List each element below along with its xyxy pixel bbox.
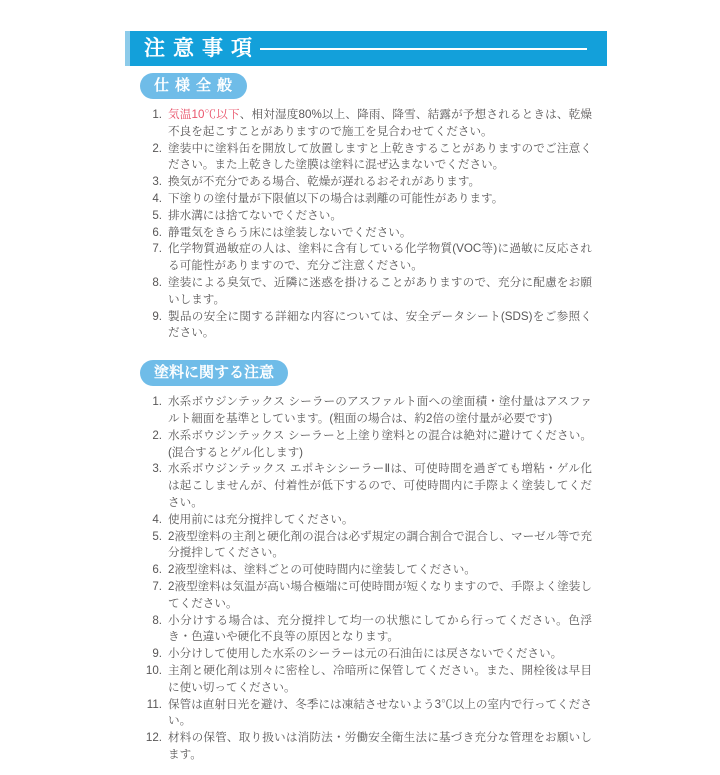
list-item [140, 208, 592, 225]
item-text [168, 529, 592, 563]
header-rule [260, 48, 587, 50]
item-text [168, 208, 592, 225]
item-number: 7. [152, 242, 162, 256]
item-text [168, 697, 592, 731]
item-text [168, 512, 592, 529]
item-text [168, 107, 592, 141]
list-item [140, 107, 592, 141]
item-text [168, 461, 592, 511]
list-item [140, 646, 592, 663]
item-text-body: 、相対湿度80%以上、降雨、降雪、結露が予想されるときは、乾燥不良を起こすことがありますので施工を見合わせてください。 [168, 108, 592, 138]
item-text [168, 562, 592, 579]
item-text [168, 646, 592, 663]
item-text-body: 2液型塗料は、塗料ごとの可使時間内に塗装してください。 [168, 563, 476, 577]
item-number: 6. [152, 225, 162, 239]
item-text [168, 225, 592, 242]
list-item [140, 663, 592, 697]
item-text [168, 275, 592, 309]
item-text [168, 141, 592, 175]
item-text [168, 191, 592, 208]
item-number: 2. [152, 141, 162, 155]
item-text [168, 663, 592, 697]
item-number: 5. [152, 529, 162, 543]
list-item [140, 613, 592, 647]
item-number: 10. [145, 663, 162, 677]
item-number: 9. [152, 309, 162, 323]
item-number: 6. [152, 563, 162, 577]
item-number: 5. [152, 208, 162, 222]
list-item [140, 697, 592, 731]
numbered-list [140, 394, 592, 764]
item-text-body: 2液型塗料の主剤と硬化剤の混合は必ず規定の調合割合で混合し、マーゼル等で充分撹拌してください。 [168, 529, 592, 560]
item-text-body: 保管は直射日光を避け、冬季には凍結させないよう3℃以上の室内で行ってください。 [168, 697, 592, 728]
item-text [168, 730, 592, 764]
item-text-body: 材料の保管、取り扱いは消防法・労働安全衛生法に基づき充分な管理をお願いします。 [168, 731, 592, 761]
section-heading: 仕様全般 [140, 73, 247, 99]
item-number: 9. [152, 647, 162, 661]
list-item [140, 562, 592, 579]
item-text-body: 下塗りの塗付量が下限値以下の場合は剥離の可能性があります。 [168, 191, 504, 205]
list-item [140, 191, 592, 208]
list-item [140, 579, 592, 613]
item-number: 3. [152, 462, 162, 476]
list-item [140, 275, 592, 309]
numbered-list [140, 107, 592, 342]
list-item [140, 141, 592, 175]
item-text-body: 製品の安全に関する詳細な内容については、安全データシート(SDS)をご参照ください。 [168, 309, 592, 340]
item-number: 11. [146, 697, 162, 711]
item-number: 4. [152, 512, 162, 526]
list-item [140, 174, 592, 191]
item-text [168, 579, 592, 613]
item-text-body: 小分けして使用した水系のシーラーは元の石油缶には戻さないでください。 [168, 647, 563, 661]
item-number: 8. [152, 275, 162, 289]
section-heading: 塗料に関する注意 [140, 360, 288, 386]
section-header-bar [125, 31, 607, 66]
page-title: 注意事項 [144, 37, 260, 60]
item-text [168, 241, 592, 275]
item-text [168, 309, 592, 343]
list-item [140, 461, 592, 511]
item-text-body: 排水溝には捨てないでください。 [168, 208, 342, 222]
item-text-body: 使用前には充分撹拌してください。 [168, 512, 354, 526]
list-item [140, 529, 592, 563]
item-number: 8. [152, 613, 162, 627]
item-number: 3. [152, 175, 162, 189]
item-number: 4. [152, 191, 162, 205]
item-number: 7. [152, 579, 162, 593]
item-text [168, 394, 592, 428]
document-content [140, 73, 592, 764]
item-text-body: 化学物質過敏症の人は、塗料に含有している化学物質(VOC等)に過敏に反応される可能性がありますので、充分ご注意ください。 [168, 242, 592, 273]
item-text-body: 水系ボウジンテックス シーラーと上塗り塗料との混合は絶対に避けてください。(混合するとゲル化します) [168, 428, 592, 459]
item-text-body: 水系ボウジンテックス シーラーのアスファルト面への塗面積・塗付量はアスファルト細面を基準としています。(粗面の場合は、約2倍の塗付量が必要です) [168, 395, 592, 425]
list-item [140, 730, 592, 764]
list-item [140, 512, 592, 529]
item-number: 1. [152, 395, 162, 409]
item-text-body: 主剤と硬化剤は別々に密栓し、冷暗所に保管してください。また、開栓後は早目に使い切ってください。 [168, 663, 592, 694]
item-text [168, 428, 592, 462]
item-text-body: 静電気をきらう床には塗装しないでください。 [168, 225, 412, 239]
list-item [140, 225, 592, 242]
highlight-text: 気温10℃以下 [168, 108, 240, 121]
item-text-body: 小分けする場合は、充分撹拌して均一の状態にしてから行ってください。色浮き・色違いや硬化不良等の原因となります。 [168, 613, 592, 644]
item-text-body: 水系ボウジンテックス エポキシシーラーⅡは、可使時間を過ぎても増粘・ゲル化は起こしませんが、付着性が低下するので、可使時間内に手際よく塗装してください。 [168, 462, 592, 509]
item-text-body: 塗装中に塗料缶を開放して放置しますと上乾きすることがありますのでご注意ください。また上乾きした塗膜は塗料に混ぜ込まないでください。 [168, 141, 592, 172]
item-number: 1. [152, 108, 162, 121]
list-item [140, 241, 592, 275]
list-item [140, 394, 592, 428]
list-item [140, 309, 592, 343]
list-item [140, 428, 592, 462]
item-text [168, 174, 592, 191]
item-number: 2. [152, 428, 162, 442]
item-text-body: 塗装による臭気で、近隣に迷惑を掛けることがありますので、充分に配慮をお願いします。 [168, 275, 592, 306]
item-text-body: 換気が不充分である場合、乾燥が遅れるおそれがあります。 [168, 175, 481, 189]
item-number: 12. [145, 731, 162, 745]
item-text [168, 613, 592, 647]
item-text-body: 2液型塗料は気温が高い場合極端に可使時間が短くなりますので、手際よく塗装してください。 [168, 579, 592, 610]
